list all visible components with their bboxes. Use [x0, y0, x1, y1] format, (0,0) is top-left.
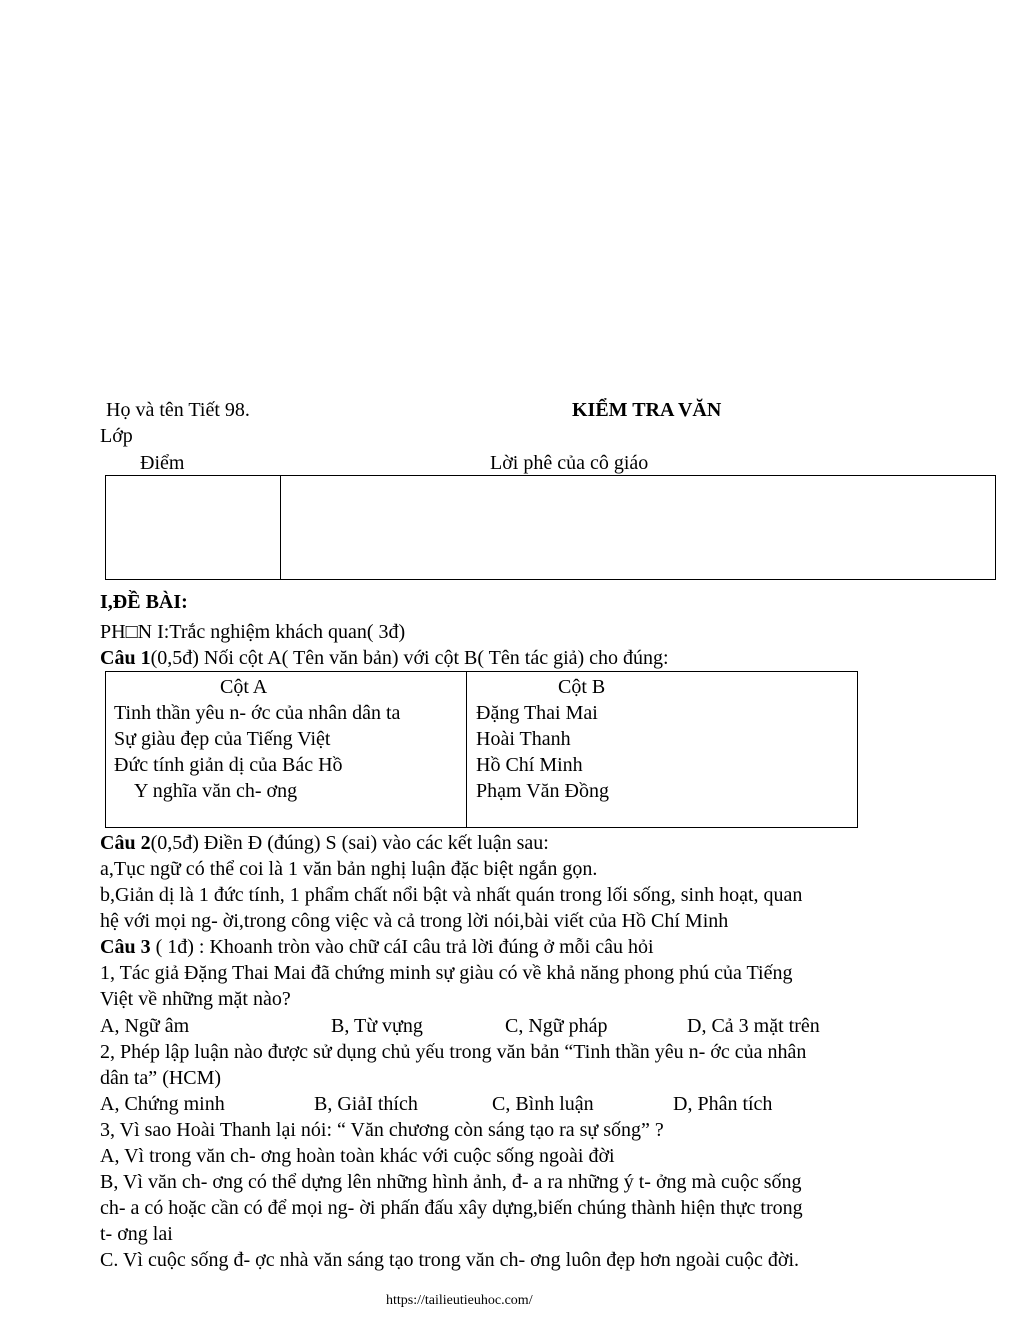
- question-2-text: (0,5đ) Điền Đ (đúng) S (sai) vào các kết luận sau:: [150, 832, 549, 854]
- column-b-item: Đặng Thai Mai: [476, 702, 598, 724]
- question-1-text: (0,5đ) Nối cột A( Tên văn bản) với cột B( Tên tác giả) cho đúng:: [150, 647, 669, 669]
- teacher-comment-label: Lời phê của cô giáo: [490, 452, 649, 474]
- question-2-statement-b-line2: hệ với mọi ng- ời,trong công việc và cả trong lời nói,bài viết của Hồ Chí Minh: [100, 910, 729, 932]
- sub-question-2-option: D, Phân tích: [673, 1093, 773, 1115]
- sub-question-1-line2: Việt về những mặt nào?: [100, 988, 291, 1010]
- sub-question-3-option-b-line2: ch- a có hoặc cần có để mọi ng- ời phấn đấu xây dựng,biến chúng thành hiện thực trong: [100, 1197, 803, 1219]
- question-1-label: Câu 1: [100, 647, 151, 669]
- sub-question-3-line1: 3, Vì sao Hoài Thanh lại nói: “ Văn chương còn sáng tạo ra sự sống” ?: [100, 1119, 664, 1141]
- column-a-item: Tinh thần yêu n- ớc của nhân dân ta: [114, 702, 401, 724]
- sub-question-3-option-c: C. Vì cuộc sống đ- ợc nhà văn sáng tạo trong văn ch- ơng luôn đẹp hơn ngoài cuộc đời.: [100, 1249, 800, 1271]
- question-2-label: Câu 2: [100, 832, 151, 854]
- sub-question-1-option: B, Từ vựng: [331, 1015, 423, 1037]
- question-2-statement-b-line1: b,Giản dị là 1 đức tính, 1 phẩm chất nổi bật và nhất quán trong lối sống, sinh hoạt, quan: [100, 884, 803, 906]
- score-box-divider: [280, 476, 281, 579]
- footer-url: https://tailieutieuhoc.com/: [386, 1293, 533, 1308]
- column-b-item: Phạm Văn Đồng: [476, 780, 609, 802]
- sub-question-1-line1: 1, Tác giả Đặng Thai Mai đã chứng minh sự giàu có về khả năng phong phú của Tiếng: [100, 962, 793, 984]
- score-label: Điểm: [140, 452, 185, 474]
- part-title: PH□N I:Trắc nghiệm khách quan( 3đ): [100, 621, 406, 643]
- student-name-label: Họ và tên Tiết 98.: [106, 399, 250, 421]
- sub-question-2-option: C, Bình luận: [492, 1093, 594, 1115]
- sub-question-2-option: A, Chứng minh: [100, 1093, 225, 1115]
- score-comment-box: [105, 475, 996, 580]
- sub-question-3-option-b-line3: t- ơng lai: [100, 1223, 173, 1245]
- column-a-item: Đức tính giản dị của Bác Hồ: [114, 754, 343, 776]
- matching-table: [105, 671, 858, 828]
- question-2: [100, 830, 549, 856]
- column-a-item: Sự giàu đẹp của Tiếng Việt: [114, 728, 331, 750]
- matching-table-divider: [466, 672, 467, 827]
- question-1: [100, 645, 669, 671]
- sub-question-2-line2: dân ta” (HCM): [100, 1067, 222, 1089]
- sub-question-1-option: C, Ngữ pháp: [505, 1015, 608, 1037]
- question-2-statement-a: a,Tục ngữ có thể coi là 1 văn bản nghị luận đặc biệt ngắn gọn.: [100, 858, 598, 880]
- question-3-label: Câu 3: [100, 936, 151, 958]
- column-b-header: Cột B: [558, 676, 606, 698]
- sub-question-1-option: A, Ngữ âm: [100, 1015, 190, 1037]
- column-b-item: Hồ Chí Minh: [476, 754, 583, 776]
- column-a-item: Y nghĩa văn ch- ơng: [134, 780, 298, 802]
- sub-question-3-option-b-line1: B, Vì văn ch- ơng có thể dựng lên những hình ảnh, đ- a ra những ý t- ởng mà cuộc sống: [100, 1171, 802, 1193]
- sub-question-2-line1: 2, Phép lập luận nào được sử dụng chủ yếu trong văn bản “Tinh thần yêu n- ớc của nhân: [100, 1041, 807, 1063]
- class-label: Lớp: [100, 425, 133, 447]
- sub-question-1-option: D, Cả 3 mặt trên: [687, 1015, 820, 1037]
- question-3: [100, 934, 654, 960]
- question-3-text: ( 1đ) : Khoanh tròn vào chữ cáI câu trả lời đúng ở mỗi câu hỏi: [150, 936, 654, 958]
- column-b-item: Hoài Thanh: [476, 728, 571, 750]
- sub-question-3-option-a: A, Vì trong văn ch- ơng hoàn toàn khác với cuộc sống ngoài đời: [100, 1145, 615, 1167]
- exam-title: KIỂM TRA VĂN: [572, 399, 722, 421]
- sub-question-2-option: B, GiảI thích: [314, 1093, 418, 1115]
- section-title: I,ĐỀ BÀI:: [100, 591, 188, 613]
- column-a-header: Cột A: [220, 676, 268, 698]
